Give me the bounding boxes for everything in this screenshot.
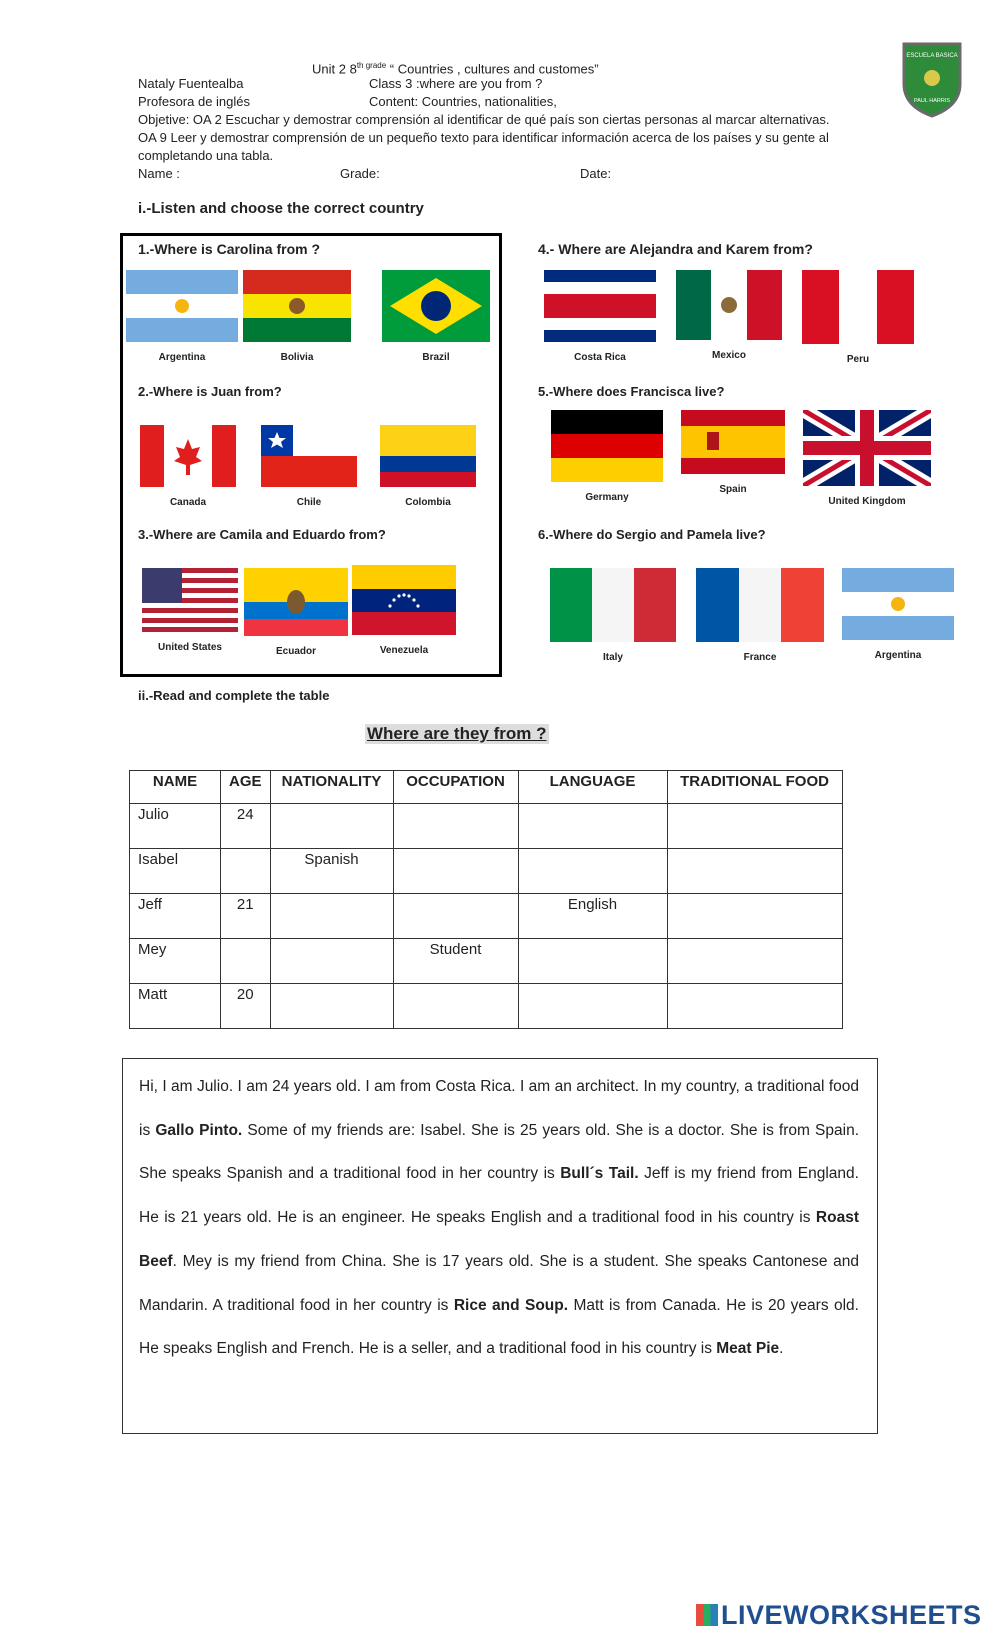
col-header-occupation: OCCUPATION xyxy=(393,771,518,804)
option-label: Bolivia xyxy=(280,352,314,363)
cell-age[interactable]: 21 xyxy=(221,894,271,939)
food-highlight: Rice and Soup. xyxy=(453,1296,569,1314)
argentina-flag-icon xyxy=(842,568,954,640)
cell-food[interactable] xyxy=(667,894,842,939)
option-canada[interactable] xyxy=(140,425,236,508)
date-label: Date: xyxy=(580,166,612,181)
option-italy[interactable] xyxy=(550,568,676,663)
option-label: Italy xyxy=(602,652,623,663)
option-united-states[interactable] xyxy=(142,568,238,653)
cell-food[interactable] xyxy=(667,939,842,984)
peru-flag-icon xyxy=(802,270,914,344)
option-argentina[interactable] xyxy=(126,270,238,363)
argentina-flag-icon xyxy=(126,270,238,342)
teacher-role: Profesora de inglés xyxy=(138,94,251,109)
mexico-flag-icon xyxy=(676,270,782,340)
option-mexico[interactable] xyxy=(676,270,782,361)
food-highlight: Meat Pie xyxy=(716,1340,780,1358)
cell-food[interactable] xyxy=(667,984,842,1029)
option-label: United Kingdom xyxy=(828,496,906,507)
cell-name: Jeff xyxy=(130,894,221,939)
cell-age[interactable]: 20 xyxy=(221,984,271,1029)
cell-language[interactable] xyxy=(518,939,667,984)
option-peru[interactable] xyxy=(802,270,914,365)
cell-nationality[interactable] xyxy=(270,894,393,939)
question-5-title: 5.-Where does Francisca live? xyxy=(538,384,725,399)
option-france[interactable] xyxy=(696,568,824,663)
name-label: Name : xyxy=(138,166,180,181)
cell-nationality[interactable] xyxy=(270,804,393,849)
brand-icon xyxy=(696,1604,718,1626)
cell-nationality[interactable] xyxy=(270,984,393,1029)
school-shield-logo xyxy=(900,40,964,120)
people-table xyxy=(129,770,843,1029)
spain-flag-icon xyxy=(681,410,785,474)
option-label: Colombia xyxy=(405,497,451,508)
table-title: Where are they from ? xyxy=(367,724,547,743)
table-row xyxy=(130,849,843,894)
reading-text: . xyxy=(779,1340,784,1358)
cell-food[interactable] xyxy=(667,804,842,849)
option-label: Argentina xyxy=(158,352,206,363)
option-label: Costa Rica xyxy=(574,352,626,363)
costa-rica-flag-icon xyxy=(544,270,656,342)
objective-2: OA 9 Leer y demostrar comprensión de un pequeño texto para identificar información acerca de los países y su gente al xyxy=(138,130,829,145)
option-bolivia[interactable] xyxy=(243,270,351,363)
question-1-title: 1.-Where is Carolina from ? xyxy=(138,241,321,257)
colombia-flag-icon xyxy=(380,425,476,487)
table-row xyxy=(130,804,843,849)
option-label: Spain xyxy=(719,484,747,495)
option-costa-rica[interactable] xyxy=(544,270,656,363)
table-row xyxy=(130,939,843,984)
reading-text: . Mey is my friend from China. She is 17 years old. She is a student. She speaks Cantonese and Mandarin. A traditional food in her country is xyxy=(139,1252,859,1314)
col-header-traditional-food: TRADITIONAL FOOD xyxy=(667,771,842,804)
cell-age[interactable]: 24 xyxy=(221,804,271,849)
cell-occupation[interactable] xyxy=(393,894,518,939)
cell-occupation[interactable]: Student xyxy=(393,939,518,984)
usa-flag-icon xyxy=(142,568,238,632)
cell-occupation[interactable] xyxy=(393,984,518,1029)
food-highlight: Roast Beef xyxy=(139,1209,859,1270)
question-6-title: 6.-Where do Sergio and Pamela live? xyxy=(538,527,766,542)
venezuela-flag-icon xyxy=(352,565,456,635)
cell-nationality[interactable]: Spanish xyxy=(270,849,393,894)
option-label: Ecuador xyxy=(275,646,316,657)
cell-age[interactable] xyxy=(221,849,271,894)
content-line: Content: Countries, nationalities, xyxy=(369,94,557,109)
liveworksheets-logo[interactable] xyxy=(696,1600,982,1631)
col-header-age: AGE xyxy=(221,771,271,804)
option-colombia[interactable] xyxy=(380,425,476,508)
cell-occupation[interactable] xyxy=(393,849,518,894)
option-label: Canada xyxy=(169,497,207,508)
table-row xyxy=(130,984,843,1029)
option-label: Argentina xyxy=(874,650,922,661)
united-kingdom-flag-icon xyxy=(803,410,931,486)
col-header-nationality: NATIONALITY xyxy=(270,771,393,804)
option-label: Peru xyxy=(846,354,870,365)
reading-text: Hi, I am Julio. I am 24 years old. I am from Costa Rica. I am an architect. In my country, a traditional food is xyxy=(139,1078,859,1139)
question-3-title: 3.-Where are Camila and Eduardo from? xyxy=(138,527,386,542)
question-4-title: 4.- Where are Alejandra and Karem from? xyxy=(538,241,813,257)
cell-name: Mey xyxy=(130,939,221,984)
cell-name: Julio xyxy=(130,804,221,849)
cell-nationality[interactable] xyxy=(270,939,393,984)
cell-food[interactable] xyxy=(667,849,842,894)
option-label: Germany xyxy=(585,492,629,503)
reading-text: Jeff is my friend from England. He is 21 years old. He is an engineer. He speaks English and a traditional food in his country is xyxy=(139,1165,859,1227)
teacher-name: Nataly Fuentealba xyxy=(138,76,244,91)
food-highlight: Gallo Pinto. xyxy=(155,1121,243,1139)
table-header-row xyxy=(130,771,843,804)
col-header-name: NAME xyxy=(130,771,221,804)
france-flag-icon xyxy=(696,568,824,642)
question-2-title: 2.-Where is Juan from? xyxy=(138,384,282,399)
section-1-title: i.-Listen and choose the correct country xyxy=(138,200,424,217)
shield-top-text: ESCUELA BASICA xyxy=(906,53,958,59)
col-header-language: LANGUAGE xyxy=(518,771,667,804)
canada-flag-icon xyxy=(140,425,236,487)
option-germany[interactable] xyxy=(551,410,663,503)
option-united-kingdom[interactable] xyxy=(803,410,931,507)
reading-text-box xyxy=(122,1058,878,1434)
option-label: France xyxy=(743,652,777,663)
unit-line: Unit 2 $8^{th grade}$ “ Countries , cultures and customes” xyxy=(312,61,599,77)
ecuador-flag-icon xyxy=(244,568,348,636)
brazil-flag-icon xyxy=(382,270,490,342)
chile-flag-icon xyxy=(261,425,357,487)
cell-language[interactable] xyxy=(518,804,667,849)
option-label: Venezuela xyxy=(379,645,429,656)
food-highlight: Bull´s Tail. xyxy=(560,1165,639,1183)
table-row xyxy=(130,894,843,939)
option-chile[interactable] xyxy=(261,425,357,508)
grade-label: Grade: xyxy=(340,166,380,181)
bolivia-flag-icon xyxy=(243,270,351,342)
option-label: Mexico xyxy=(712,350,746,361)
cell-name: Matt xyxy=(130,984,221,1029)
reading-paragraph xyxy=(139,1065,859,1371)
brand-text: LIVEWORKSHEETS xyxy=(721,1600,982,1630)
class-line: Class 3 :where are you from ? xyxy=(369,76,543,91)
italy-flag-icon xyxy=(550,568,676,642)
cell-language[interactable]: English xyxy=(518,894,667,939)
option-brazil[interactable] xyxy=(382,270,490,363)
germany-flag-icon xyxy=(551,410,663,482)
cell-language[interactable] xyxy=(518,984,667,1029)
reading-text: Matt is from Canada. He is 20 years old. He speaks English and French. He is a seller, and a traditional food in his country is xyxy=(139,1296,859,1358)
option-label: Brazil xyxy=(422,352,450,363)
cell-age[interactable] xyxy=(221,939,271,984)
objective-3: completando una tabla. xyxy=(138,148,274,163)
option-ecuador[interactable] xyxy=(244,568,348,657)
option-label: United States xyxy=(158,642,222,653)
option-argentina-2[interactable] xyxy=(842,568,954,661)
objective-1: Objetive: OA 2 Escuchar y demostrar comprensión al identificar de qué país son ciertas personas al marcar alternativas. xyxy=(138,112,830,127)
option-venezuela[interactable] xyxy=(352,565,456,656)
cell-occupation[interactable] xyxy=(393,804,518,849)
section-2-title: ii.-Read and complete the table xyxy=(138,688,330,703)
cell-language[interactable] xyxy=(518,849,667,894)
option-spain[interactable] xyxy=(681,410,785,495)
option-label: Chile xyxy=(296,497,322,508)
shield-bottom-text: PAUL HARRIS xyxy=(913,98,951,104)
cell-name: Isabel xyxy=(130,849,221,894)
reading-text: Some of my friends are: Isabel. She is 25 years old. She is a doctor. She is from Spain. She speaks Spanish and a traditional food in her country is xyxy=(139,1121,859,1183)
